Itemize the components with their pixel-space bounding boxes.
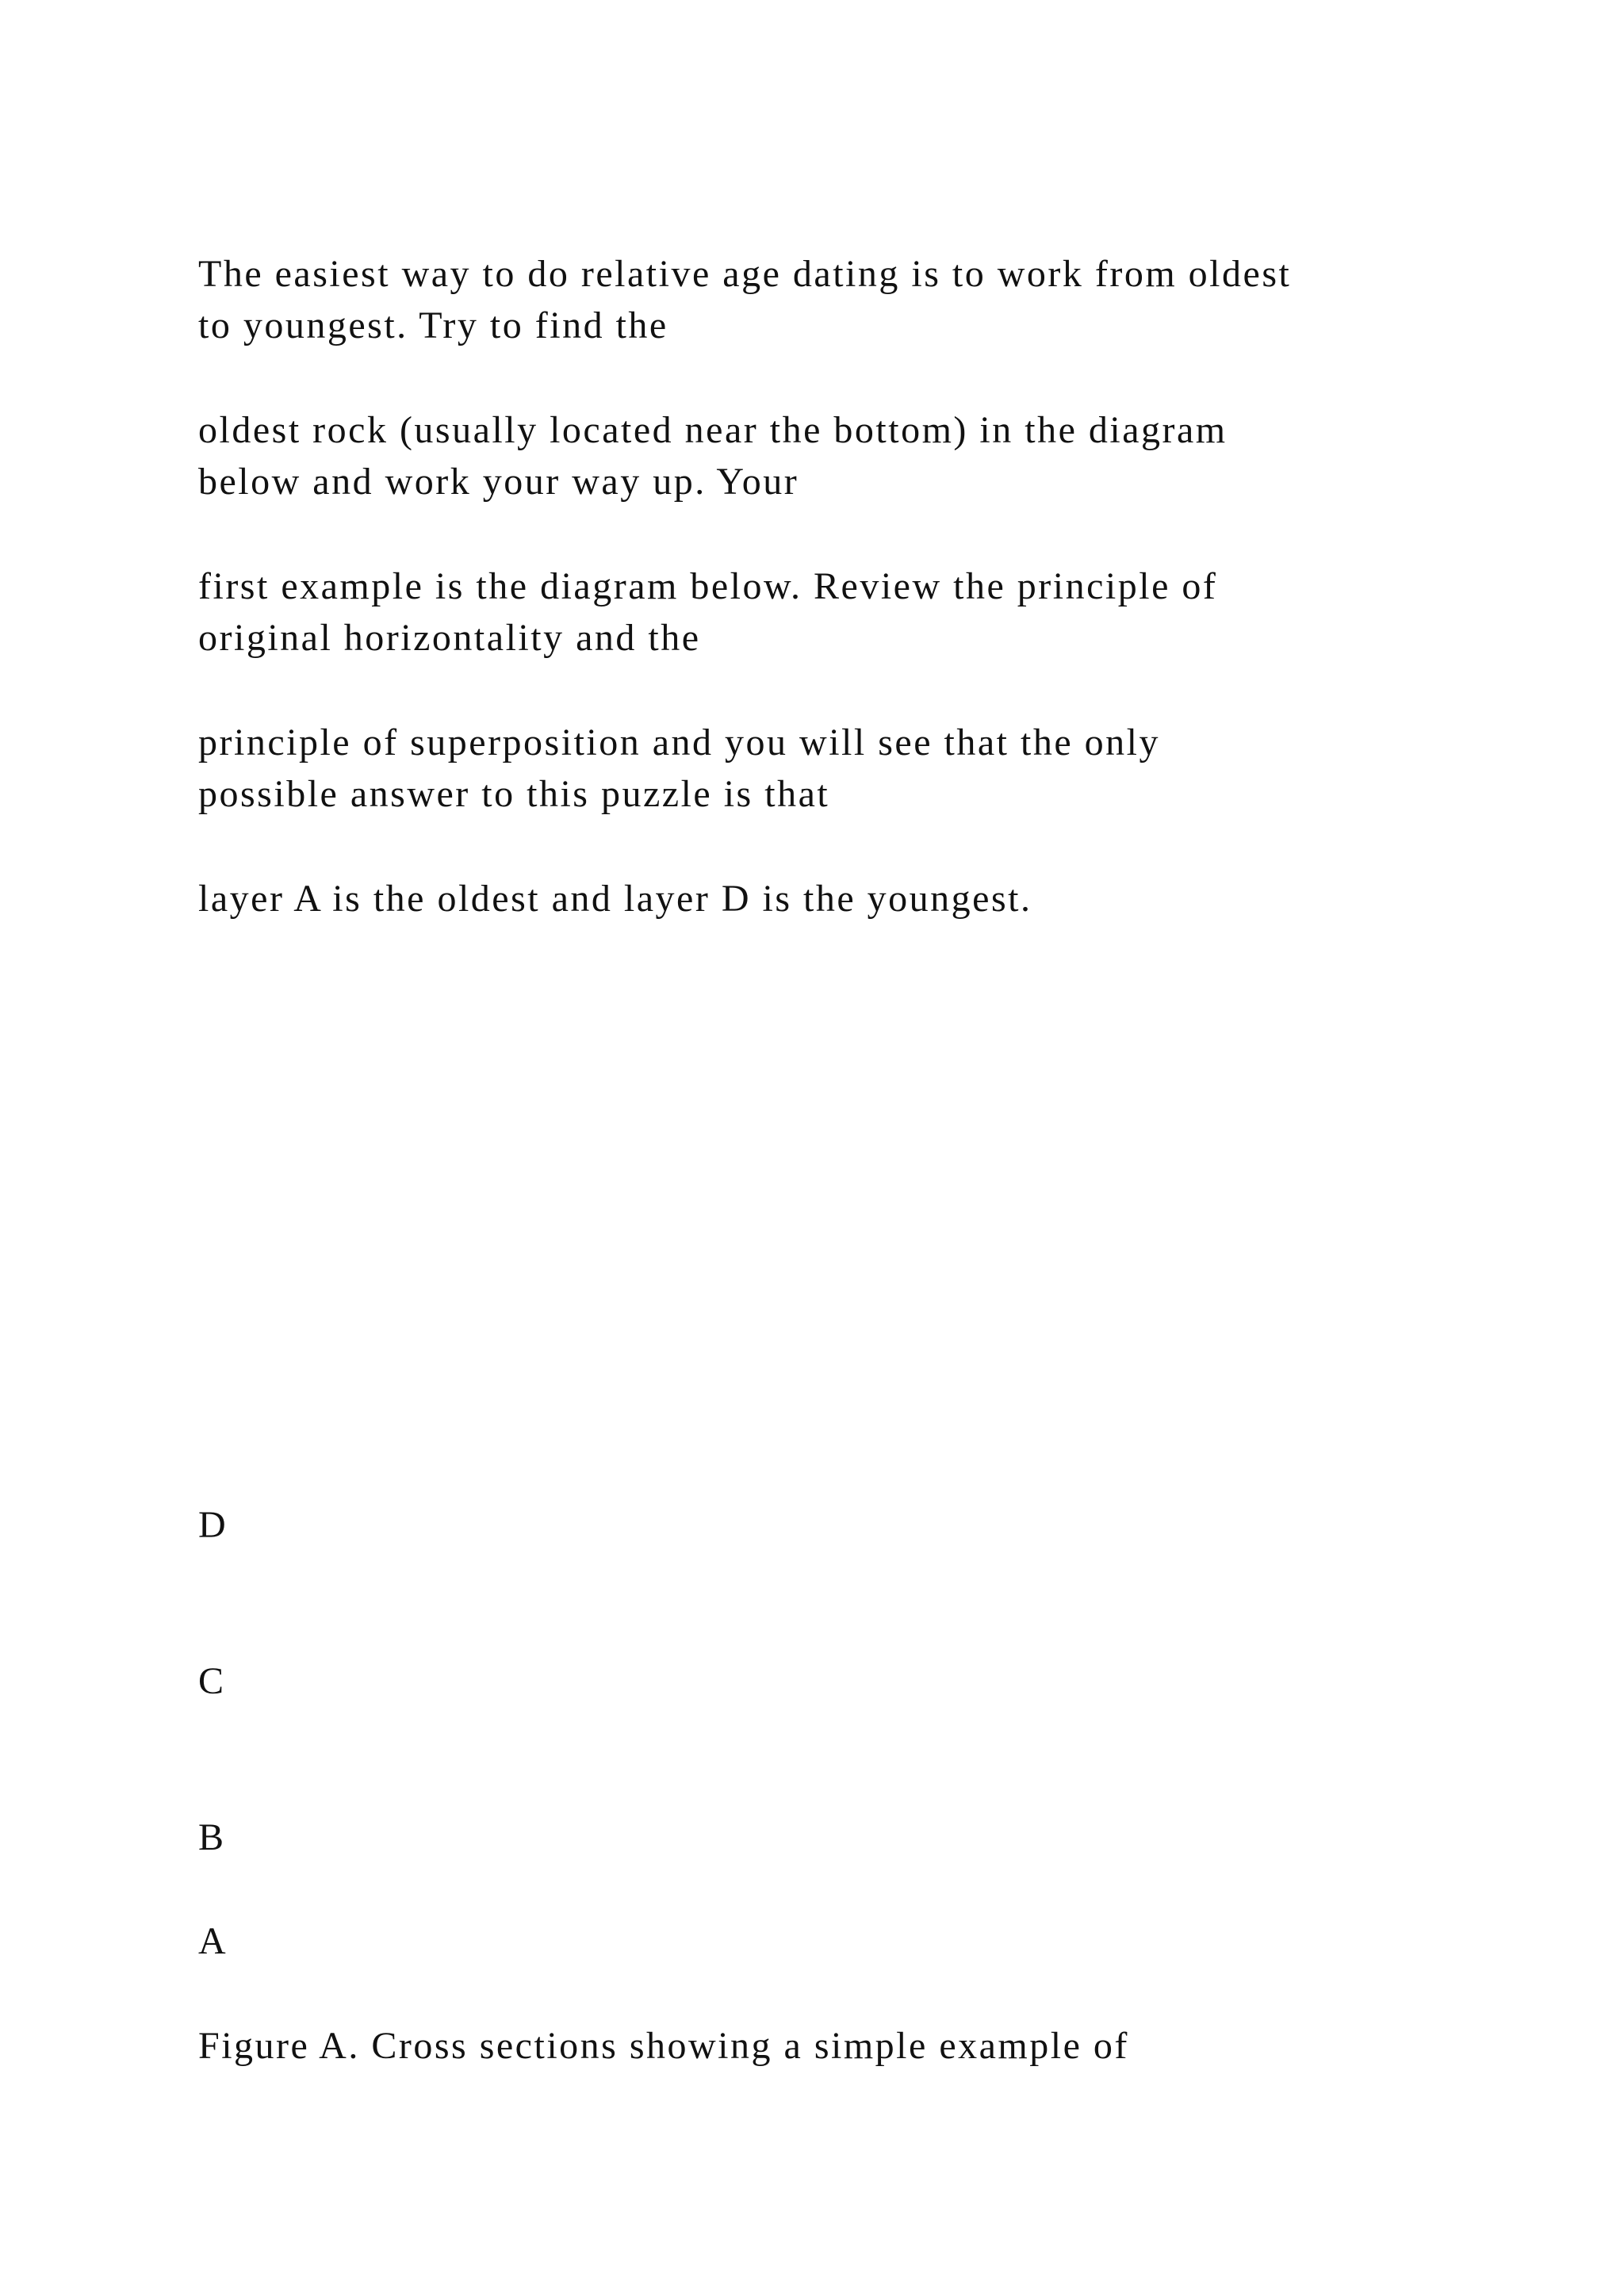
paragraph-3-line-2: original horizontality and the bbox=[198, 617, 701, 659]
paragraph-4-line-1: principle of superposition and you will see that the only bbox=[198, 721, 1160, 763]
figure-caption: Figure A. Cross sections showing a simple example of bbox=[198, 2025, 1129, 2067]
layer-label-d: D bbox=[198, 1504, 226, 1546]
paragraph-2-line-2: below and work your way up. Your bbox=[198, 461, 799, 503]
paragraph-4-line-2: possible answer to this puzzle is that bbox=[198, 773, 830, 815]
paragraph-2-line-1: oldest rock (usually located near the bottom) in the diagram bbox=[198, 409, 1228, 451]
paragraph-1-line-1: The easiest way to do relative age dating is to work from oldest bbox=[198, 253, 1292, 295]
layer-label-c: C bbox=[198, 1660, 224, 1702]
layer-label-b: B bbox=[198, 1816, 224, 1858]
paragraph-3-line-1: first example is the diagram below. Review the principle of bbox=[198, 565, 1218, 607]
paragraph-1-line-2: to youngest. Try to find the bbox=[198, 304, 668, 346]
paragraph-5-line-1: layer A is the oldest and layer D is the youngest. bbox=[198, 878, 1032, 920]
layer-label-a: A bbox=[198, 1920, 226, 1962]
